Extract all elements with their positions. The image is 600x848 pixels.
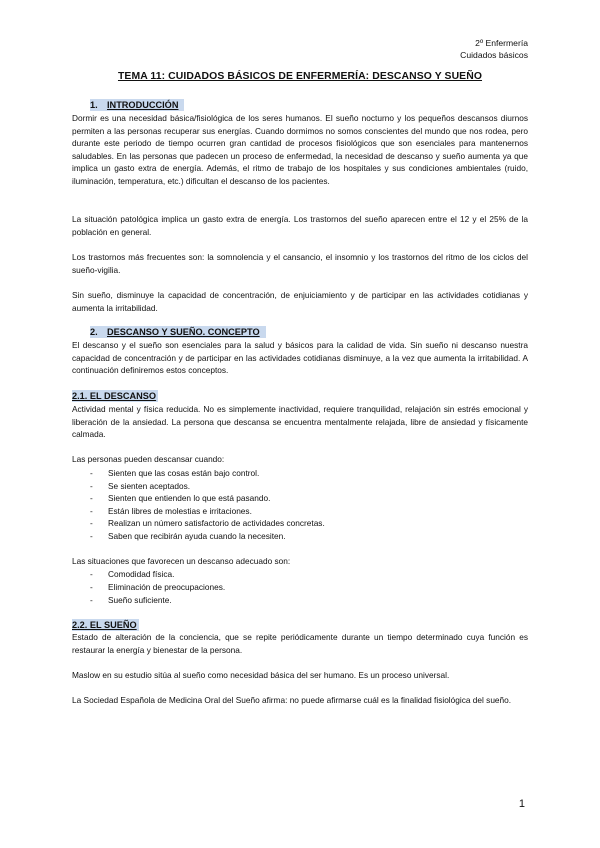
paragraph: Maslow en su estudio sitúa al sueño como necesidad básica del ser humano. Es un proceso universal. bbox=[72, 670, 450, 680]
header-subject: Cuidados básicos bbox=[460, 50, 528, 60]
document-title: TEMA 11: CUIDADOS BÁSICOS DE ENFERMERÍA: DESCANSO Y SUEÑO bbox=[117, 71, 483, 82]
list-intro: Las personas pueden descansar cuando: bbox=[72, 454, 225, 464]
section-number: 1. bbox=[90, 100, 98, 110]
document-page: 2º Enfermería Cuidados básicos TEMA 11: CUIDADOS BÁSICOS DE ENFERMERÍA: DESCANSO Y SUEÑO 1. INTRODUCCIÓN Dormir es una necesidad básica/fisiológica de los seres humanos. El sueño nocturno y los pequeños descansos diurnos permiten a las personas recuperar sus energías. Cuando dormimos no somos conscientes del mundo que nos rodea, pero durante este periodo de tiempo ocurren gran cantidad de procesos fisiológicos que son esenciales para mantenernos saludables. En las personas que padecen un proceso de enfermedad, la necesidad de descanso y sueño aumenta ya que implica un gasto extra de energía. Además, el ritmo de trabajo de los hospitales y sus condiciones ambientales (ruido, iluminación, temperatura, etc.) dificultan el descanso de los pacientes. La situación patológica implica un gasto extra de energía. Los trastornos del sueño aparecen entre el 12 y el 25% de la población en general. Los trastornos más frecuentes son: la somnolencia y el cansancio, el insomnio y los trastornos del ritmo de los ciclos del sueño-vigilia. Sin sueño, disminuye la capacidad de concentración, de enjuiciamiento y de participar en las actividades cotidianas y aumenta la irritabilidad. 2. DESCANSO Y SUEÑO. CONCEPTO El descanso y el sueño son esenciales para la salud y básicos para la calidad de vida. Sin sueño ni descanso nuestra capacidad de concentración y de participar en las actividades cotidianas disminuye, a la vez que aumenta la irritabilidad. A continuación definiremos estos conceptos. 2.1. EL DESCANSO Actividad mental y física reducida. No es simplemente inactividad, requiere tranquilidad, relajación sin estrés emocional y liberación de la ansiedad. La persona que descansa se encuentra mentalmente relajada, libre de ansiedad y físicamente calmada. Las personas pueden descansar cuando: - Sienten que las cosas están bajo control. - Se sienten aceptados. - Sienten que entienden lo que está pasando. - Están libres de molestias e irritaciones. - Realizan un número satisfactorio de actividades concretas. - Saben que recibirán ayuda cuando la necesiten. Las situaciones que favorecen un descanso adecuado son: - Comodidad física. - Eliminación de preocupaciones. - Sueño suficiente. 2.2. EL SUEÑO Estado de alteración de la conciencia, que se repite periódicamente durante un tiempo determinado cuya función es restaurar la energía y bienestar de la persona. Maslow en su estudio sitúa al sueño como necesidad básica del ser humano. Es un proceso universal. La Sociedad Española de Medicina Oral del Sueño afirma: no puede afirmarse cuál es la finalidad fisiológica del sueño. 1 bbox=[0, 0, 600, 848]
section-title: DESCANSO Y SUEÑO. CONCEPTO bbox=[107, 327, 260, 337]
section-number: 2. bbox=[90, 327, 98, 337]
paragraph: Sin sueño, disminuye la capacidad de concentración, de enjuiciamiento y de participar en las actividades cotidianas y aumenta la irritabilidad. bbox=[72, 290, 528, 313]
paragraph: La Sociedad Española de Medicina Oral del Sueño afirma: no puede afirmarse cuál es la finalidad fisiológica del sueño. bbox=[72, 695, 512, 705]
header-course: 2º Enfermería bbox=[475, 38, 528, 48]
page-number: 1 bbox=[518, 798, 525, 810]
subsection-heading-sueno: 2.2. EL SUEÑO bbox=[72, 620, 137, 630]
section-title: INTRODUCCIÓN bbox=[107, 100, 179, 110]
subsection-heading-descanso: 2.1. EL DESCANSO bbox=[72, 391, 157, 401]
section-heading-descanso-sueno bbox=[90, 326, 266, 338]
section-heading-introduccion bbox=[90, 99, 184, 111]
paragraph: La situación patológica implica un gasto extra de energía. Los trastornos del sueño aparecen entre el 12 y el 25% de la población en general. bbox=[72, 214, 528, 237]
paragraph: Los trastornos más frecuentes son: la somnolencia y el cansancio, el insomnio y los trastornos del ritmo de los ciclos del sueño-vigilia. bbox=[72, 252, 528, 275]
list-intro: Las situaciones que favorecen un descanso adecuado son: bbox=[72, 556, 291, 566]
paragraph: El descanso y el sueño son esenciales para la salud y básicos para la calidad de vida. Sin sueño ni descanso nuestra capacidad de concentración y de participar en las actividades cotidianas disminuye, a la vez que aumenta la irritabilidad. A continuación definiremos estos conceptos. bbox=[72, 340, 528, 376]
paragraph: Actividad mental y física reducida. No es simplemente inactividad, requiere tranquilidad, relajación sin estrés emocional y liberación de la ansiedad. La persona que descansa se encuentra mentalmente relajada, libre de ansiedad y físicamente calmada. bbox=[72, 404, 528, 440]
paragraph: Estado de alteración de la conciencia, que se repite periódicamente durante un tiempo determinado cuya función es restaurar la energía y bienestar de la persona. bbox=[72, 632, 528, 655]
paragraph: Dormir es una necesidad básica/fisiológica de los seres humanos. El sueño nocturno y los pequeños descansos diurnos permiten a las personas recuperar sus energías. Cuando dormimos no somos conscientes del mundo que nos rodea, pero durante este periodo de tiempo ocurren gran cantidad de procesos fisiológicos que son esenciales para mantenernos saludables. En las personas que padecen un proceso de enfermedad, la necesidad de descanso y sueño aumenta ya que implica un gasto extra de energía. Además, el ritmo de trabajo de los hospitales y sus condiciones ambientales (ruido, iluminación, temperatura, etc.) dificultan el descanso de los pacientes. bbox=[72, 113, 528, 186]
